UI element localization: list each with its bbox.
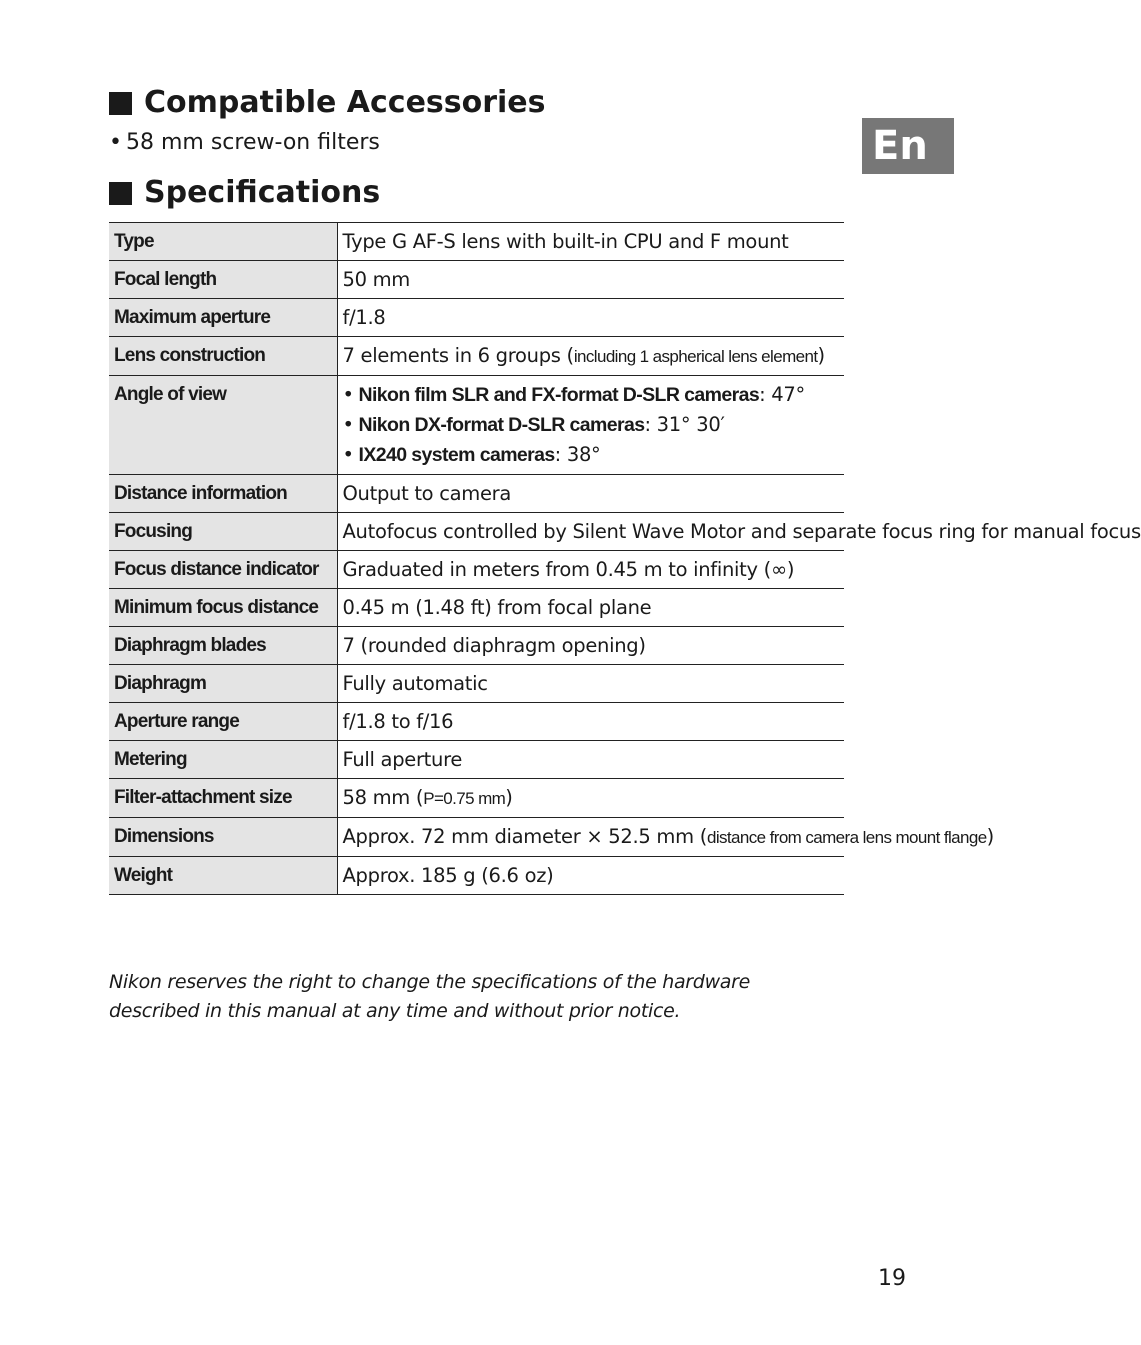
spec-value: Autofocus controlled by Silent Wave Motor and separate focus ring for manual focus [337,513,844,551]
table-row [109,627,844,665]
bullet-icon: • [342,413,354,436]
list-item: • IX240 system cameras: 38° [343,440,841,470]
accessories-heading-text: Compatible Accessories [144,85,546,120]
spec-label: Focal length [109,261,337,299]
spec-label: Maximum aperture [109,299,337,337]
spec-value: Approx. 185 g (6.6 oz) [337,857,844,895]
spec-label: Filter-attachment size [109,779,337,818]
spec-note: P=0.75 mm [423,789,506,808]
table-row [109,261,844,299]
spec-value: Full aperture [337,741,844,779]
table-row [109,703,844,741]
bullet-icon: • [109,130,122,155]
heading-square-icon [109,182,132,205]
spec-value: Fully automatic [337,665,844,703]
table-row [109,551,844,589]
table-row [109,337,844,376]
accessories-heading [109,86,546,120]
spec-value: Type G AF-S lens with built-in CPU and F mount [337,223,844,261]
spec-label: Angle of view [109,376,337,475]
spec-value: 7 elements in 6 groups (including 1 aspherical lens element) [337,337,844,376]
spec-label: Focusing [109,513,337,551]
language-tab: En [862,118,954,174]
spec-value: 0.45 m (1.48 ft) from focal plane [337,589,844,627]
angle-of-view-list [343,380,841,470]
specifications-heading-text: Specifications [144,175,381,210]
spec-label: Focus distance indicator [109,551,337,589]
list-item [109,129,380,157]
spec-value: Output to camera [337,475,844,513]
table-row [109,741,844,779]
table-row [109,589,844,627]
spec-value: 7 (rounded diaphragm opening) [337,627,844,665]
spec-note: including 1 aspherical lens element [573,347,818,366]
bullet-icon: • [342,383,354,406]
bullet-icon: • [342,443,354,466]
table-row [109,475,844,513]
spec-value [337,376,844,475]
spec-label: Lens construction [109,337,337,376]
spec-value: 58 mm (P=0.75 mm) [337,779,844,818]
spec-value: f/1.8 to f/16 [337,703,844,741]
spec-value: Graduated in meters from 0.45 m to infinity (∞) [337,551,844,589]
spec-value: f/1.8 [337,299,844,337]
table-row [109,299,844,337]
table-row [109,513,844,551]
spec-label: Dimensions [109,818,337,857]
spec-label: Weight [109,857,337,895]
page-number: 19 [878,1266,906,1291]
table-row [109,376,844,475]
table-row [109,779,844,818]
table-row [109,818,844,857]
accessory-item-text: 58 mm screw-on filters [126,130,380,155]
list-item: • Nikon film SLR and FX-format D-SLR cameras: 47° [343,380,841,410]
table-row [109,665,844,703]
spec-label: Aperture range [109,703,337,741]
notice-text: Nikon reserves the right to change the specifications of the hardware described in this manual at any time and without prior notice. [109,971,751,1022]
spec-label: Diaphragm blades [109,627,337,665]
heading-square-icon [109,92,132,115]
spec-label: Minimum focus distance [109,589,337,627]
accessories-list [109,129,380,157]
list-item: • Nikon DX-format D-SLR cameras: 31° 30′ [343,410,841,440]
spec-label: Diaphragm [109,665,337,703]
spec-value: Approx. 72 mm diameter × 52.5 mm (distance from camera lens mount flange) [337,818,844,857]
specifications-table [109,222,1141,895]
spec-label: Distance information [109,475,337,513]
specifications-heading [109,176,380,210]
table-row [109,223,844,261]
spec-note: distance from camera lens mount flange [707,828,987,847]
spec-label: Metering [109,741,337,779]
spec-value: 50 mm [337,261,844,299]
table-row [109,857,844,895]
spec-label: Type [109,223,337,261]
